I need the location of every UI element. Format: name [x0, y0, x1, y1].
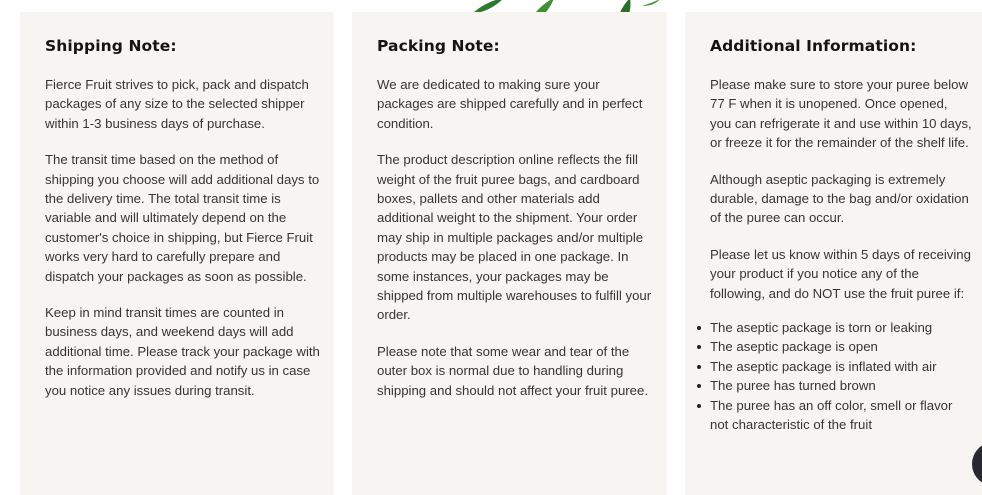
list-item: The aseptic package is open [696, 337, 972, 356]
shipping-note-paragraph: The transit time based on the method of shipping you choose will add additional days to the delivery time. The total transit time is variable and will ultimately depend on the customer's choice in shipping, but Fierce Fruit works very hard to carefully prepare and dispatch your packages as soon as possible. [45, 152, 320, 284]
list-item: The aseptic package is inflated with air [696, 357, 972, 376]
packing-note-paragraph: The product description online reflects the fill weight of the fruit puree bags, and cardboard boxes, pallets and other materials add additional weight to the shipment. Your order may ship in multiple packages and/or multiple products may be placed in one package. In some instances, your packages may be shipped from multiple warehouses to fulfill your order. [377, 152, 652, 323]
shipping-note-paragraph: Keep in mind transit times are counted in business days, and weekend days will add additional time. Please track your package with the information provided and notify us in case you notice any issues during transit. [45, 305, 320, 398]
packing-note-card [352, 12, 667, 495]
additional-information-card [685, 12, 982, 495]
additional-information-paragraph: Please let us know within 5 days of receiving your product if you notice any of the following, and do NOT use the fruit puree if: [710, 246, 971, 301]
shipping-note-title: Shipping Note: [45, 37, 177, 55]
packing-note-title: Packing Note: [377, 37, 500, 55]
additional-information-title: Additional Information: [710, 37, 917, 55]
damage-conditions-list [696, 318, 972, 434]
shipping-note-card [20, 12, 334, 495]
additional-information-paragraph: Although aseptic packaging is extremely durable, damage to the bag and/or oxidation of the puree can occur. [710, 171, 969, 226]
list-item: The puree has turned brown [696, 376, 972, 395]
additional-information-paragraph: Please make sure to store your puree below 77 F when it is unopened. Once opened, you can refrigerate it and use within 10 days, or freeze it for the remainder of the shelf life. [710, 77, 972, 151]
packing-note-paragraph: We are dedicated to making sure your packages are shipped carefully and in perfect condition. [377, 77, 643, 131]
shipping-note-paragraph: Fierce Fruit strives to pick, pack and dispatch packages of any size to the selected shipper within 1-3 business days of purchase. [45, 77, 309, 131]
packing-note-paragraph: Please note that some wear and tear of the outer box is normal due to handling during shipping and should not affect your fruit puree. [377, 343, 649, 398]
list-item: The puree has an off color, smell or flavor not characteristic of the fruit [696, 396, 972, 435]
list-item: The aseptic package is torn or leaking [696, 318, 972, 337]
